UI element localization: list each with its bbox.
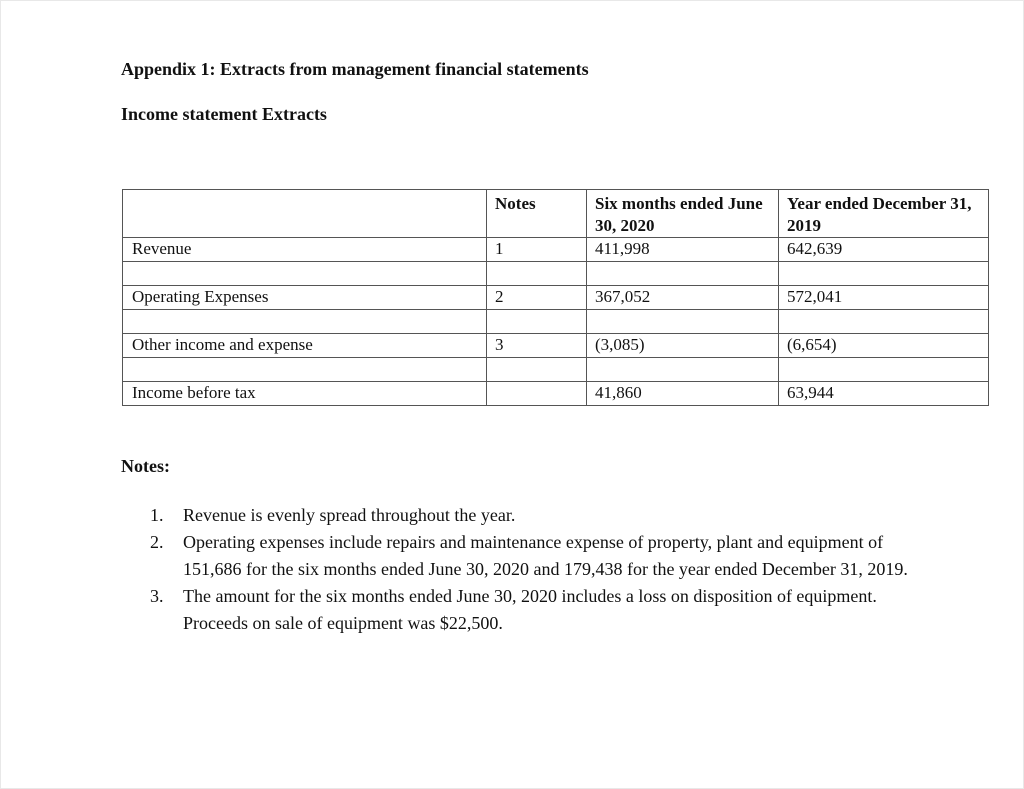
table-row (123, 334, 989, 358)
table-header-row (123, 190, 989, 238)
row-label: Operating Expenses (123, 286, 487, 310)
note-text: Operating expenses include repairs and maintenance expense of property, plant and equipment of 151,686 for the six months ended June 30, 2020 and 179,438 for the year ended December 31, 2019. (183, 532, 908, 579)
empty-cell (487, 310, 587, 334)
income-statement-table (122, 189, 989, 406)
list-item (148, 529, 908, 583)
column-header-label (123, 190, 487, 238)
empty-cell (779, 310, 989, 334)
empty-cell (487, 358, 587, 382)
row-six-months-value: (3,085) (587, 334, 779, 358)
row-note: 2 (487, 286, 587, 310)
table-row (123, 286, 989, 310)
row-label: Income before tax (123, 382, 487, 406)
note-number: 1. (150, 505, 164, 525)
column-header-notes: Notes (487, 190, 587, 238)
row-year-value: 642,639 (779, 238, 989, 262)
list-item (148, 583, 908, 637)
row-six-months-value: 367,052 (587, 286, 779, 310)
empty-cell (123, 310, 487, 334)
row-year-value: 63,944 (779, 382, 989, 406)
empty-cell (587, 310, 779, 334)
note-text: Revenue is evenly spread throughout the year. (183, 505, 516, 525)
empty-cell (779, 262, 989, 286)
column-header-year: Year ended December 31, 2019 (779, 190, 989, 238)
row-label: Other income and expense (123, 334, 487, 358)
empty-cell (487, 262, 587, 286)
note-number: 2. (150, 532, 164, 552)
row-note: 3 (487, 334, 587, 358)
row-note (487, 382, 587, 406)
row-six-months-value: 41,860 (587, 382, 779, 406)
empty-cell (123, 262, 487, 286)
row-note: 1 (487, 238, 587, 262)
appendix-title: Appendix 1: Extracts from management financial statements (121, 59, 589, 79)
note-text: The amount for the six months ended June 30, 2020 includes a loss on disposition of equipment. Proceeds on sale of equipment was $22,500. (183, 586, 877, 633)
row-year-value: (6,654) (779, 334, 989, 358)
empty-cell (587, 358, 779, 382)
empty-cell (779, 358, 989, 382)
empty-cell (123, 358, 487, 382)
spacer-row (123, 358, 989, 382)
column-header-six-months: Six months ended June 30, 2020 (587, 190, 779, 238)
spacer-row (123, 310, 989, 334)
row-year-value: 572,041 (779, 286, 989, 310)
notes-list (148, 502, 908, 637)
table-row (123, 238, 989, 262)
spacer-row (123, 262, 989, 286)
row-six-months-value: 411,998 (587, 238, 779, 262)
list-item (148, 502, 908, 529)
section-title: Income statement Extracts (121, 104, 327, 124)
note-number: 3. (150, 586, 164, 606)
notes-heading: Notes: (121, 456, 170, 476)
empty-cell (587, 262, 779, 286)
table-row (123, 382, 989, 406)
row-label: Revenue (123, 238, 487, 262)
